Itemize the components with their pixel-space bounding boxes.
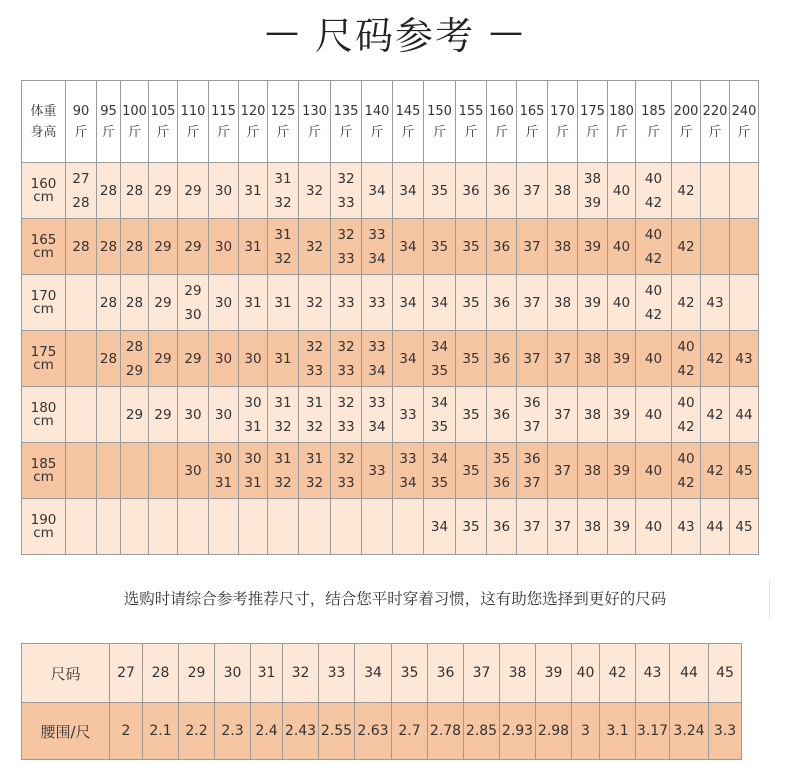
size-cell: 30 bbox=[209, 387, 239, 443]
size-cell: 29 bbox=[149, 275, 178, 331]
size-cell: 35 bbox=[456, 219, 487, 275]
size-cell: 44 bbox=[730, 387, 759, 443]
size-cell: 42 bbox=[701, 387, 730, 443]
size-cell: 28 bbox=[97, 163, 121, 219]
size-cell bbox=[393, 499, 424, 555]
waist-size-cell: 31 bbox=[251, 644, 283, 703]
waist-size-cell: 32 bbox=[283, 644, 319, 703]
size-cell: 30 31 bbox=[209, 443, 239, 499]
size-cell: 28 bbox=[97, 331, 121, 387]
height-label: 160 cm bbox=[22, 163, 66, 219]
waist-value-cell: 3.24 bbox=[670, 703, 709, 760]
waist-chart bbox=[21, 643, 742, 760]
size-cell: 39 bbox=[608, 331, 636, 387]
size-cell: 40 bbox=[636, 443, 672, 499]
size-cell: 44 bbox=[701, 499, 730, 555]
waist-value-cell: 2.63 bbox=[355, 703, 392, 760]
size-cell: 33 34 bbox=[362, 387, 393, 443]
weight-header-cell: 100 斤 bbox=[121, 81, 149, 163]
size-cell: 40 bbox=[608, 163, 636, 219]
size-cell: 29 30 bbox=[178, 275, 209, 331]
size-cell bbox=[66, 331, 97, 387]
size-cell: 33 bbox=[362, 275, 393, 331]
size-cell: 31 32 bbox=[268, 387, 299, 443]
size-cell: 29 bbox=[178, 163, 209, 219]
size-cell: 28 bbox=[121, 275, 149, 331]
size-cell: 40 bbox=[636, 499, 672, 555]
size-cell: 29 bbox=[149, 331, 178, 387]
weight-header-cell: 115 斤 bbox=[209, 81, 239, 163]
size-cell: 34 bbox=[424, 499, 456, 555]
size-advice-note: 选购时请综合参考推荐尺寸，结合您平时穿着习惯，这有助您选择到更好的尺码 bbox=[21, 579, 770, 619]
title-dash-left: — bbox=[264, 12, 301, 52]
size-cell: 43 bbox=[730, 331, 759, 387]
waist-size-cell: 34 bbox=[355, 644, 392, 703]
size-cell: 42 bbox=[672, 219, 701, 275]
size-cell: 37 bbox=[517, 219, 548, 275]
size-cell: 31 bbox=[239, 163, 268, 219]
weight-header-cell: 150 斤 bbox=[424, 81, 456, 163]
size-cell: 37 bbox=[548, 443, 578, 499]
weight-header-cell: 130 斤 bbox=[299, 81, 331, 163]
weight-header-cell: 90 斤 bbox=[66, 81, 97, 163]
size-cell: 38 bbox=[548, 275, 578, 331]
size-cell: 42 bbox=[672, 275, 701, 331]
size-cell: 37 bbox=[548, 499, 578, 555]
waist-value-cell: 2.78 bbox=[428, 703, 464, 760]
size-cell bbox=[268, 499, 299, 555]
size-cell bbox=[239, 499, 268, 555]
weight-header-cell: 170 斤 bbox=[548, 81, 578, 163]
size-cell: 37 bbox=[517, 499, 548, 555]
size-cell: 38 bbox=[578, 331, 608, 387]
size-cell: 29 bbox=[149, 387, 178, 443]
size-cell: 30 bbox=[178, 443, 209, 499]
size-cell: 34 bbox=[393, 219, 424, 275]
size-chart-row bbox=[22, 387, 759, 443]
size-cell: 39 bbox=[578, 275, 608, 331]
size-cell: 34 bbox=[362, 163, 393, 219]
waist-size-cell: 43 bbox=[636, 644, 670, 703]
size-cell: 32 33 bbox=[331, 443, 362, 499]
size-cell: 31 32 bbox=[299, 387, 331, 443]
height-label: 180 cm bbox=[22, 387, 66, 443]
size-chart-table bbox=[21, 80, 759, 555]
size-cell: 36 37 bbox=[517, 443, 548, 499]
size-cell: 39 bbox=[608, 499, 636, 555]
size-cell bbox=[66, 275, 97, 331]
weight-header-cell: 105 斤 bbox=[149, 81, 178, 163]
size-cell: 34 35 bbox=[424, 443, 456, 499]
weight-header-cell: 175 斤 bbox=[578, 81, 608, 163]
size-chart-row bbox=[22, 275, 759, 331]
weight-header-cell: 140 斤 bbox=[362, 81, 393, 163]
size-chart-row bbox=[22, 163, 759, 219]
size-cell: 36 bbox=[487, 387, 517, 443]
weight-header-cell: 155 斤 bbox=[456, 81, 487, 163]
size-cell: 38 bbox=[548, 219, 578, 275]
waist-row-label: 腰围/尺 bbox=[22, 703, 110, 760]
size-cell: 31 32 bbox=[268, 219, 299, 275]
weight-header-cell: 165 斤 bbox=[517, 81, 548, 163]
size-cell: 42 bbox=[701, 331, 730, 387]
waist-value-cell: 2 bbox=[110, 703, 143, 760]
size-cell: 30 bbox=[209, 331, 239, 387]
size-cell bbox=[730, 163, 759, 219]
size-cell: 38 bbox=[578, 387, 608, 443]
waist-size-cell: 40 bbox=[572, 644, 600, 703]
size-cell: 34 35 bbox=[424, 331, 456, 387]
size-cell bbox=[730, 219, 759, 275]
size-cell bbox=[730, 275, 759, 331]
size-cell: 30 bbox=[209, 163, 239, 219]
size-cell bbox=[66, 387, 97, 443]
size-cell: 36 bbox=[487, 331, 517, 387]
height-label: 170 cm bbox=[22, 275, 66, 331]
size-cell bbox=[149, 499, 178, 555]
size-cell: 28 bbox=[97, 275, 121, 331]
size-cell: 38 bbox=[578, 443, 608, 499]
height-label: 190 cm bbox=[22, 499, 66, 555]
page-title bbox=[0, 2, 790, 62]
waist-size-cell: 30 bbox=[215, 644, 251, 703]
size-cell: 35 bbox=[424, 163, 456, 219]
size-cell: 38 39 bbox=[578, 163, 608, 219]
size-cell: 28 bbox=[66, 219, 97, 275]
waist-value-cell: 2.55 bbox=[319, 703, 355, 760]
waist-value-cell: 2.1 bbox=[143, 703, 179, 760]
size-cell: 31 bbox=[239, 275, 268, 331]
waist-value-cell: 2.93 bbox=[500, 703, 536, 760]
size-cell: 35 bbox=[456, 275, 487, 331]
size-cell: 35 bbox=[456, 331, 487, 387]
size-cell: 35 36 bbox=[487, 443, 517, 499]
size-cell: 29 bbox=[178, 331, 209, 387]
size-cell bbox=[121, 499, 149, 555]
size-cell: 40 42 bbox=[672, 443, 701, 499]
waist-size-cell: 39 bbox=[536, 644, 572, 703]
waist-value-cell: 2.7 bbox=[392, 703, 428, 760]
size-cell bbox=[66, 499, 97, 555]
size-cell: 43 bbox=[672, 499, 701, 555]
weight-header-cell: 110 斤 bbox=[178, 81, 209, 163]
size-cell bbox=[701, 163, 730, 219]
waist-value-cell: 2.98 bbox=[536, 703, 572, 760]
size-cell: 39 bbox=[608, 443, 636, 499]
weight-header-cell: 180 斤 bbox=[608, 81, 636, 163]
size-cell: 30 bbox=[178, 387, 209, 443]
waist-value-cell: 2.3 bbox=[215, 703, 251, 760]
size-cell: 40 42 bbox=[636, 219, 672, 275]
size-cell: 40 bbox=[636, 331, 672, 387]
size-cell: 33 bbox=[362, 443, 393, 499]
weight-header-row bbox=[22, 81, 759, 163]
size-cell: 33 34 bbox=[362, 331, 393, 387]
size-cell: 28 bbox=[97, 219, 121, 275]
waist-size-cell: 28 bbox=[143, 644, 179, 703]
size-cell: 32 bbox=[299, 163, 331, 219]
size-cell: 32 bbox=[299, 275, 331, 331]
size-cell: 30 bbox=[209, 275, 239, 331]
size-cell bbox=[97, 443, 121, 499]
size-cell: 34 bbox=[393, 275, 424, 331]
height-label: 165 cm bbox=[22, 219, 66, 275]
size-cell: 35 bbox=[456, 499, 487, 555]
waist-value-cell: 2.85 bbox=[464, 703, 500, 760]
waist-size-cell: 33 bbox=[319, 644, 355, 703]
size-cell: 32 33 bbox=[331, 219, 362, 275]
size-cell: 40 42 bbox=[636, 163, 672, 219]
size-cell: 37 bbox=[548, 387, 578, 443]
title-dash-right: — bbox=[489, 12, 525, 52]
size-cell: 30 31 bbox=[239, 443, 268, 499]
size-cell: 35 bbox=[424, 219, 456, 275]
size-cell: 36 bbox=[487, 163, 517, 219]
size-cell: 31 32 bbox=[299, 443, 331, 499]
waist-value-cell: 3.3 bbox=[709, 703, 742, 760]
waist-value-cell: 2.43 bbox=[283, 703, 319, 760]
weight-header-cell: 135 斤 bbox=[331, 81, 362, 163]
size-cell bbox=[362, 499, 393, 555]
height-label: 175 cm bbox=[22, 331, 66, 387]
size-cell: 37 bbox=[517, 331, 548, 387]
size-cell bbox=[701, 219, 730, 275]
waist-size-cell: 35 bbox=[392, 644, 428, 703]
weight-header-cell: 160 斤 bbox=[487, 81, 517, 163]
waist-size-cell: 36 bbox=[428, 644, 464, 703]
size-cell: 32 33 bbox=[331, 331, 362, 387]
size-cell: 28 bbox=[121, 219, 149, 275]
size-cell: 39 bbox=[608, 387, 636, 443]
title-text: 尺码参考 bbox=[314, 13, 475, 58]
size-cell: 30 bbox=[209, 219, 239, 275]
size-cell: 40 bbox=[636, 387, 672, 443]
size-cell: 40 42 bbox=[672, 331, 701, 387]
size-cell: 34 35 bbox=[424, 387, 456, 443]
waist-size-cell: 44 bbox=[670, 644, 709, 703]
size-cell: 31 32 bbox=[268, 163, 299, 219]
size-cell bbox=[97, 499, 121, 555]
size-cell: 29 bbox=[121, 387, 149, 443]
weight-header-cell: 220 斤 bbox=[701, 81, 730, 163]
size-cell bbox=[66, 443, 97, 499]
size-cell: 37 bbox=[517, 163, 548, 219]
size-cell: 34 bbox=[424, 275, 456, 331]
size-cell: 35 bbox=[456, 443, 487, 499]
waist-size-cell: 45 bbox=[709, 644, 742, 703]
waist-value-cell: 2.4 bbox=[251, 703, 283, 760]
size-cell: 29 bbox=[149, 163, 178, 219]
weight-header-cell: 125 斤 bbox=[268, 81, 299, 163]
waist-size-cell: 42 bbox=[600, 644, 636, 703]
size-cell: 36 bbox=[487, 275, 517, 331]
size-cell: 43 bbox=[701, 275, 730, 331]
size-cell: 32 bbox=[299, 219, 331, 275]
size-chart bbox=[21, 80, 759, 555]
size-cell bbox=[121, 443, 149, 499]
weight-header-cell: 145 斤 bbox=[393, 81, 424, 163]
size-cell: 35 bbox=[456, 387, 487, 443]
size-cell: 33 bbox=[393, 387, 424, 443]
height-label: 185 cm bbox=[22, 443, 66, 499]
weight-header-cell: 185 斤 bbox=[636, 81, 672, 163]
waist-size-cell: 37 bbox=[464, 644, 500, 703]
size-cell: 37 bbox=[548, 331, 578, 387]
size-cell: 36 37 bbox=[517, 387, 548, 443]
size-cell bbox=[149, 443, 178, 499]
size-chart-row bbox=[22, 331, 759, 387]
waist-value-cell: 2.2 bbox=[179, 703, 215, 760]
size-cell: 31 bbox=[268, 275, 299, 331]
size-cell bbox=[97, 387, 121, 443]
waist-size-cell: 29 bbox=[179, 644, 215, 703]
size-cell: 45 bbox=[730, 499, 759, 555]
size-cell: 37 bbox=[517, 275, 548, 331]
size-cell: 29 bbox=[178, 219, 209, 275]
waist-size-row bbox=[22, 644, 742, 703]
size-cell: 31 bbox=[239, 219, 268, 275]
size-cell: 34 bbox=[393, 163, 424, 219]
size-cell: 31 bbox=[268, 331, 299, 387]
size-cell: 28 29 bbox=[121, 331, 149, 387]
size-cell: 32 33 bbox=[331, 387, 362, 443]
waist-value-cell: 3.17 bbox=[636, 703, 670, 760]
waist-chart-table bbox=[21, 643, 742, 760]
size-cell: 40 bbox=[608, 219, 636, 275]
size-row-label: 尺码 bbox=[22, 644, 110, 703]
weight-header-cell: 95 斤 bbox=[97, 81, 121, 163]
size-cell: 34 bbox=[393, 331, 424, 387]
size-cell: 40 42 bbox=[672, 387, 701, 443]
size-cell: 40 42 bbox=[636, 275, 672, 331]
size-cell: 42 bbox=[701, 443, 730, 499]
waist-value-row bbox=[22, 703, 742, 760]
weight-header-cell: 120 斤 bbox=[239, 81, 268, 163]
size-cell: 39 bbox=[578, 219, 608, 275]
size-cell: 33 34 bbox=[393, 443, 424, 499]
size-cell bbox=[331, 499, 362, 555]
size-cell: 30 bbox=[239, 331, 268, 387]
size-cell: 42 bbox=[672, 163, 701, 219]
weight-header-cell: 240 斤 bbox=[730, 81, 759, 163]
size-cell: 31 32 bbox=[268, 443, 299, 499]
size-cell: 38 bbox=[578, 499, 608, 555]
waist-value-cell: 3 bbox=[572, 703, 600, 760]
size-cell: 36 bbox=[487, 499, 517, 555]
size-chart-row bbox=[22, 499, 759, 555]
size-cell: 36 bbox=[456, 163, 487, 219]
size-cell: 28 bbox=[121, 163, 149, 219]
size-cell: 38 bbox=[548, 163, 578, 219]
size-cell: 40 bbox=[608, 275, 636, 331]
size-cell: 36 bbox=[487, 219, 517, 275]
waist-size-cell: 38 bbox=[500, 644, 536, 703]
size-cell: 27 28 bbox=[66, 163, 97, 219]
size-cell: 45 bbox=[730, 443, 759, 499]
size-cell bbox=[178, 499, 209, 555]
size-chart-row bbox=[22, 219, 759, 275]
size-cell: 30 31 bbox=[239, 387, 268, 443]
waist-size-cell: 27 bbox=[110, 644, 143, 703]
size-cell: 33 bbox=[331, 275, 362, 331]
size-cell bbox=[299, 499, 331, 555]
size-cell: 29 bbox=[149, 219, 178, 275]
size-cell: 33 34 bbox=[362, 219, 393, 275]
weight-header-cell: 200 斤 bbox=[672, 81, 701, 163]
waist-value-cell: 3.1 bbox=[600, 703, 636, 760]
size-cell bbox=[209, 499, 239, 555]
size-chart-row bbox=[22, 443, 759, 499]
size-cell: 32 33 bbox=[331, 163, 362, 219]
size-cell: 32 33 bbox=[299, 331, 331, 387]
corner-label: 体重 身高 bbox=[22, 81, 66, 163]
